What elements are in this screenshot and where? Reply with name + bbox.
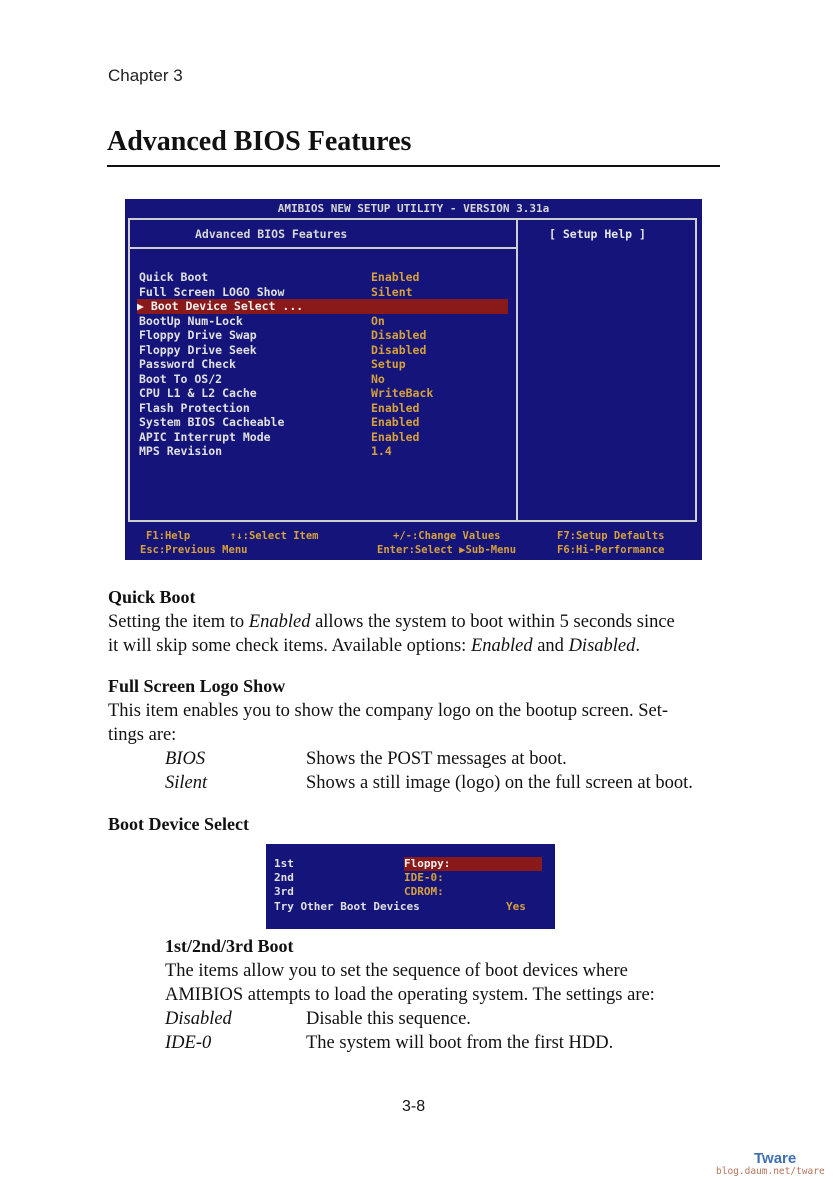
bios-item-label: Password Check [139, 357, 236, 371]
option-key: BIOS [165, 749, 206, 769]
page-number: 3-8 [402, 1098, 426, 1115]
section-heading-quick-boot: Quick Boot [108, 587, 196, 607]
text-run: it will skip some check items. Available options: [108, 636, 471, 656]
text-run: AMIBIOS attempts to load the operating system. The settings are: [165, 985, 655, 1005]
chapter-label: Chapter 3 [108, 66, 183, 85]
text-run: and [532, 636, 569, 656]
bios-footer-hint: Esc:Previous Menu [140, 544, 248, 556]
text-run-italic: Enabled [470, 636, 533, 656]
boot-device-value: Yes [506, 900, 526, 913]
bios-item-label: BootUp Num-Lock [139, 313, 243, 328]
option-desc: The system will boot from the first HDD. [306, 1033, 614, 1053]
bios-item-mps-revision[interactable] [139, 444, 509, 459]
bios-item-label: CPU L1 & L2 Cache [139, 386, 257, 400]
bios-item-cpu-cache[interactable] [139, 386, 509, 401]
bios-item-floppy-seek[interactable] [139, 343, 509, 358]
bios-item-numlock[interactable] [139, 314, 509, 329]
boot-device-value: CDROM: [404, 885, 444, 898]
option-key: Silent [165, 773, 208, 793]
bios-section-title: Advanced BIOS Features [195, 227, 348, 241]
boot-device-row[interactable] [274, 871, 546, 885]
boot-device-row[interactable] [274, 857, 546, 871]
bios-item-label: MPS Revision [139, 444, 223, 458]
bios-item-password-check[interactable] [139, 357, 509, 372]
bios-item-value: 1.4 [371, 444, 392, 458]
bios-item-value: On [371, 313, 385, 328]
boot-device-label: 2nd [274, 871, 294, 884]
bios-item-value: Silent [371, 284, 413, 299]
boot-device-label: 1st [274, 857, 294, 870]
text-run-italic: Enabled [248, 612, 311, 632]
bios-item-label: Floppy Drive Seek [139, 342, 257, 357]
bios-item-value: WriteBack [371, 386, 434, 400]
bios-item-value: Setup [371, 357, 406, 371]
bios-footer [128, 527, 697, 559]
option-desc: Shows a still image (logo) on the full screen at boot. [306, 773, 693, 793]
text-run: The items allow you to set the sequence of boot devices where [165, 961, 628, 981]
text-run-italic: Disabled [568, 636, 636, 656]
boot-device-value: IDE-0: [404, 871, 444, 884]
option-desc: Shows the POST messages at boot. [306, 749, 567, 769]
watermark-url: blog.daum.net/tware [716, 1166, 825, 1177]
boot-order-description [165, 959, 725, 1007]
option-key: IDE-0 [165, 1033, 212, 1053]
bios-item-value: Disabled [371, 328, 427, 342]
bios-item-label: Boot To OS/2 [139, 371, 223, 386]
boot-device-row[interactable] [274, 885, 546, 899]
bios-item-value: Enabled [371, 415, 420, 429]
bios-item-label: Full Screen LOGO Show [139, 284, 285, 299]
boot-device-value: Floppy: [404, 857, 542, 871]
bios-item-apic-mode[interactable] [139, 430, 509, 445]
bios-screen [125, 199, 702, 560]
bios-item-boot-os2[interactable] [139, 372, 509, 387]
boot-device-row[interactable] [274, 900, 546, 914]
section-heading-logo-show: Full Screen Logo Show [108, 676, 286, 696]
option-row [165, 771, 693, 795]
page-title: Advanced BIOS Features [107, 126, 412, 157]
bios-item-label: Flash Protection [139, 400, 250, 415]
text-run: This item enables you to show the company logo on the bootup screen. Set- [108, 701, 669, 721]
bios-item-value: Disabled [371, 342, 427, 357]
bios-footer-hint: F1:Help [146, 530, 191, 542]
section-heading-boot-device: Boot Device Select [108, 814, 249, 834]
text-run: . [635, 636, 640, 656]
bios-footer-hint: +/-:Change Values [393, 530, 501, 542]
text-run: tings are: [108, 725, 177, 745]
bios-item-value: No [371, 371, 385, 386]
bios-item-label: Floppy Drive Swap [139, 328, 257, 342]
bios-divider [128, 247, 518, 249]
bios-item-label: ▶ Boot Device Select ... [137, 299, 304, 313]
option-row [165, 1007, 471, 1031]
bios-item-logo-show[interactable] [139, 285, 509, 300]
option-row [165, 747, 567, 771]
quick-boot-description [108, 610, 724, 658]
bios-item-bios-cacheable[interactable] [139, 415, 509, 430]
bios-footer-hint: ↑↓:Select Item [230, 530, 319, 542]
boot-device-label: 3rd [274, 885, 294, 898]
bios-item-label: APIC Interrupt Mode [139, 429, 271, 444]
bios-footer-hint: Enter:Select ▶Sub-Menu [377, 544, 517, 556]
option-desc: Disable this sequence. [306, 1009, 471, 1029]
bios-top-title: AMIBIOS NEW SETUP UTILITY - VERSION 3.31a [277, 202, 550, 215]
bios-footer-hint: F6:Hi-Performance [557, 544, 665, 556]
text-run: allows the system to boot within 5 seconds since [310, 612, 675, 632]
boot-device-label: Try Other Boot Devices [274, 900, 420, 913]
bios-item-list [139, 270, 509, 459]
option-row [165, 1031, 613, 1055]
section-heading-boot-order: 1st/2nd/3rd Boot [165, 936, 294, 956]
logo-show-description [108, 699, 724, 747]
option-key: Disabled [165, 1009, 232, 1029]
bios-item-boot-device-select[interactable] [137, 299, 508, 314]
bios-item-value: Enabled [371, 400, 420, 415]
boot-device-screen [266, 844, 555, 929]
bios-item-label: Quick Boot [139, 270, 209, 284]
bios-divider [516, 218, 518, 522]
bios-item-value: Enabled [371, 429, 420, 444]
bios-footer-hint: F7:Setup Defaults [557, 530, 665, 542]
watermark-name: Tware [754, 1150, 797, 1167]
bios-item-value: Enabled [371, 270, 420, 284]
bios-item-floppy-swap[interactable] [139, 328, 509, 343]
text-run: Setting the item to [108, 612, 249, 632]
title-rule [107, 165, 720, 167]
bios-item-flash-protection[interactable] [139, 401, 509, 416]
bios-item-label: System BIOS Cacheable [139, 415, 285, 429]
bios-item-quick-boot[interactable] [139, 270, 509, 285]
bios-help-title: [ Setup Help ] [549, 227, 646, 241]
